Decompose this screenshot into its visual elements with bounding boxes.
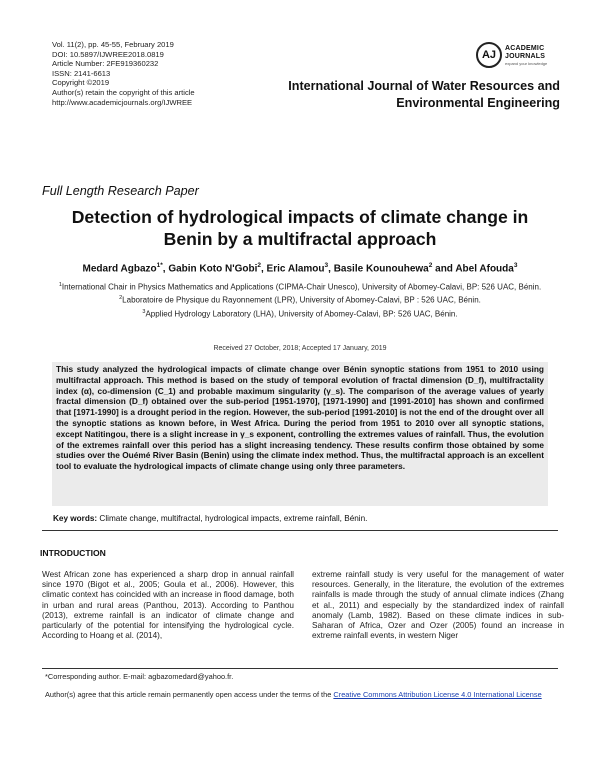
logo-mark: AJ [476,42,502,68]
keywords-text: Climate change, multifractal, hydrological impacts, extreme rainfall, Bénin. [97,514,368,523]
affiliation: $^2$Laboratoire de Physique du Rayonnement (LPR), University of Abomey-Calavi, BP : 526 UAC, Bénin. [119,295,481,305]
author-affil-mark: 1* [156,262,163,269]
author-affil-mark: 3 [513,262,518,269]
author-affil-mark: 2 [257,262,261,269]
metadata-line: Vol. 11(2), pp. 45-55, February 2019 [52,40,174,49]
license-notice [45,690,560,700]
affiliation: $^3$Applied Hydrology Laboratory (LHA), University of Abomey-Calavi, BP: 526 UAC, Bénin. [142,308,458,319]
footnote-divider [42,668,558,669]
author-name: and Abel Afouda [432,263,514,275]
publisher-logo [476,42,594,72]
article-metadata [52,40,195,107]
metadata-line: DOI: 10.5897/IJWREE2018.0819 [52,49,164,59]
logo-line2: JOURNALS [505,52,546,60]
paper-title-line2: Benin by a multifractal approach [163,229,437,249]
logo-tagline: expand your knowledge [505,61,548,66]
author-list [20,262,580,274]
intro-column-1: West African zone has experienced a sharp drop in annual rainfall since 1970 (Bigot et al., 2005; Goula et al., 2006). However, this climatic context has coincided with an increase in flood damage, both in urban and rural areas (Panthou, 2013). According to Panthou (2013), extreme rainfall is an indicator of climate change and particularly of the potential for intensifying the hydrological cycle. According to Hoang et al. (2014), [42,570,294,641]
logo-line1: ACADEMIC [505,45,545,52]
journal-name-line2: Environmental Engineering [396,96,560,110]
metadata-line: Copyright ©2019 [52,78,110,88]
author-affil-mark: 2 [428,262,433,269]
metadata-line: http://www.academicjournals.org/IJWREE [52,97,193,107]
intro-column-2: extreme rainfall study is very useful for the management of water resources. Generally, in the literature, the evolution of the extremes rainfalls is made through the study of annual climate indices (Zhang et al., 2011) and especially by the standardized index of rainfall anomaly (Lamb, 1982). Based on these climate indices in sub-Saharan of Africa, Ozer and Ozer (2005) found an increase in extreme rainfall events, in western Niger [312,570,564,641]
section-heading: INTRODUCTION [40,548,106,558]
author-name: , Gabin Koto N'Gobi [162,263,258,275]
paper-type: Full Length Research Paper [42,184,199,198]
paper-title [40,206,560,250]
license-text: Author(s) agree that this article remain permanently open access under the terms of the [45,690,334,699]
abstract: This study analyzed the hydrological impacts of climate change over Bénin synoptic stations from 1951 to 2010 using multifractal approach. This method is based on the study of temporal evolution of fractal dimension (D_f), multifractality index (α), co-dimension (C_1) and probable maximum singularity (γ_s). The comparison of the average values of yearly fractal dimension (D_f) obtained over the sub-period [1951-1970], [1971-1990] and [1991-2010] has shown and confirmed that [1971-1990] is a drought period in the region. However, the sub-period [1991-2010] is not the end of the drought over all the synoptic stations as known before, in West Africa. During the period from 1951 to 2010 over all synoptic stations, except Natitingou, there is a slight increase in γ_s exponent, controlling the extremes values of rainfall. Thus, the evolution of the extremes rainfall over this period has a slight increasing tendency. These results confirm those obtained by some studies over the Ouémé River Basin (Benin) using the climate index method. Thus, the multifractal approach is an excellent tool to evaluate the hydrological impacts of climate change using only three parameters. [52,362,548,506]
metadata-line: ISSN: 2141-6613 [52,68,111,78]
keywords-label: Key words: [53,514,98,523]
author-name: Medard Agbazo [82,263,157,275]
received-dates: Received 27 October, 2018; Accepted 17 January, 2019 [213,345,387,352]
author-affil-mark: 3 [324,262,329,269]
paper-title-line1: Detection of hydrological impacts of climate change in [71,207,529,227]
affiliations [20,280,580,320]
metadata-line: Author(s) retain the copyright of this article [52,87,195,97]
corresponding-author: *Corresponding author. E-mail: agbazomedard@yahoo.fr. [45,672,234,681]
affiliation: $^1$International Chair in Physics Mathematics and Applications (CIPMA-Chair Unesco), University of Abomey-Calavi, BP: 526 UAC, Bénin. [58,282,542,292]
journal-name [240,78,560,112]
metadata-line: Article Number: 2FE919360232 [52,59,159,69]
journal-name-line1: International Journal of Water Resources and [288,79,560,93]
author-name: , Basile Kounouhewa [328,263,429,275]
author-name: , Eric Alamou [260,263,325,275]
keywords [53,514,367,523]
license-link[interactable]: Creative Commons Attribution License 4.0 International License [333,690,542,699]
divider [42,530,558,531]
